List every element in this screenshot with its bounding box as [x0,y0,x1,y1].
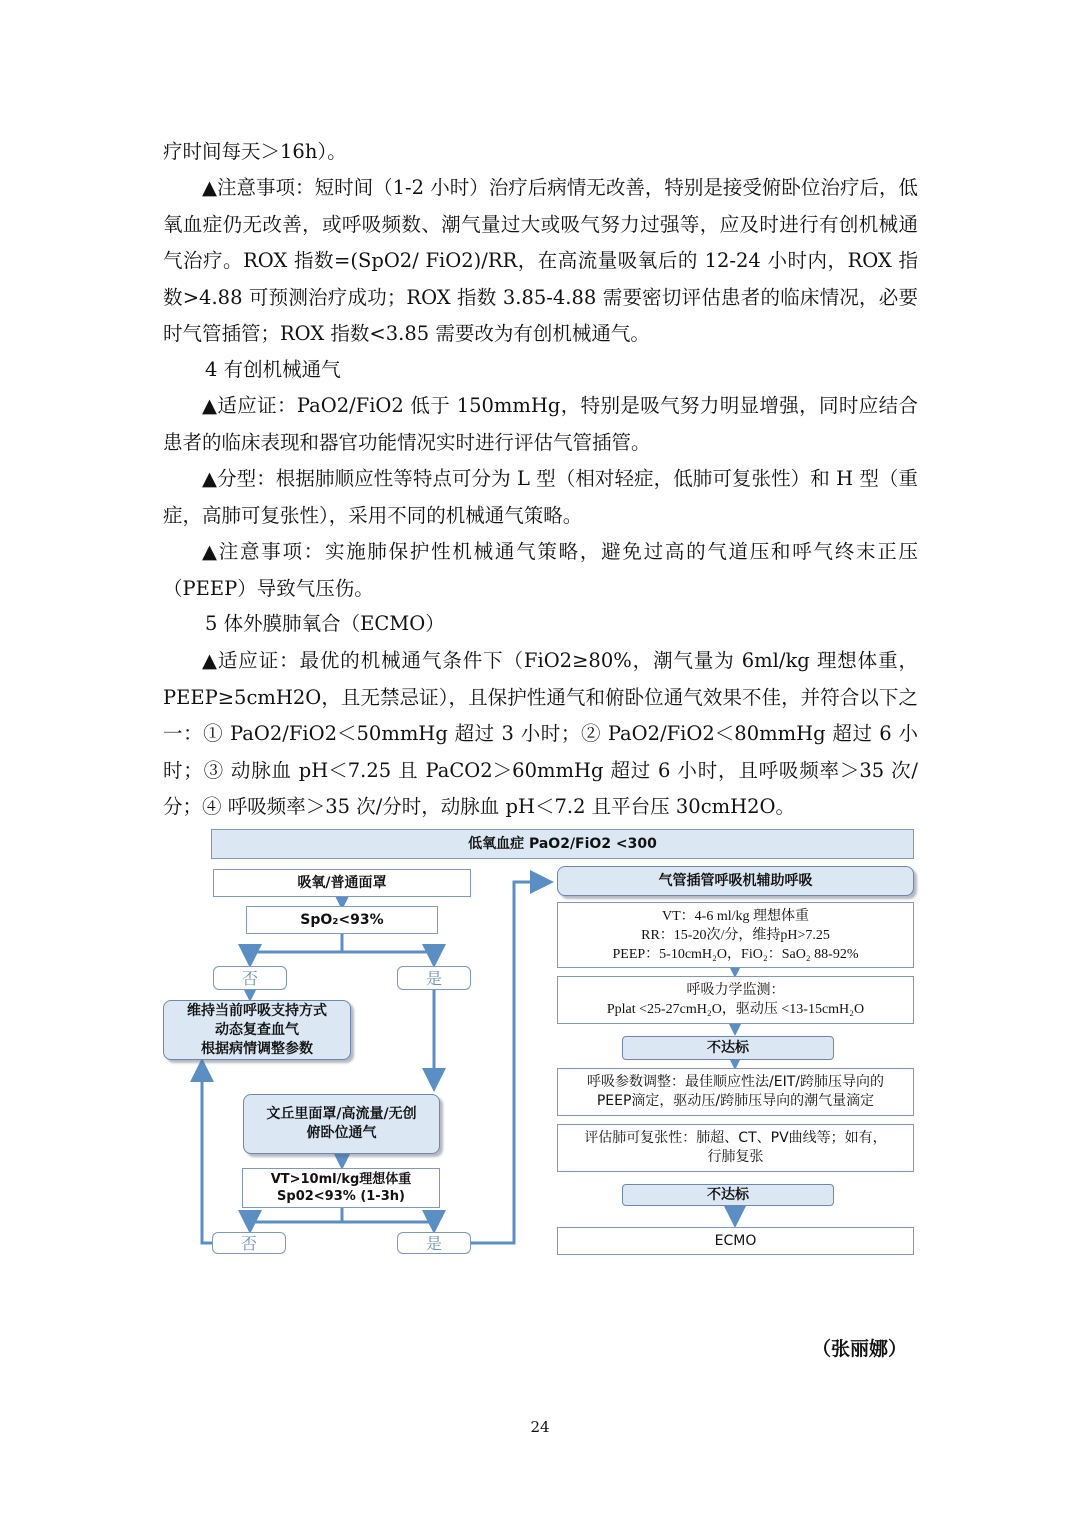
intubation-box: 气管插管呼吸机辅助呼吸 [557,866,914,896]
maintain-support-box [163,1000,351,1060]
paragraph-classification: ▲分型：根据肺顺应性等特点可分为 L 型（相对轻症，低肺可复张性）和 H 型（重症，高肺可复张性），采用不同的机械通气策略。 [163,467,918,527]
adjust-line-1: 呼吸参数调整：最佳顺应性法/EIT/跨肺压导向的 [587,1074,884,1090]
respiratory-mechanics-box [557,976,914,1024]
spo2-check-box: SpO₂<93% [246,906,438,934]
maintain-line-1: 维持当前呼吸支持方式 [187,1002,327,1019]
author-name: （张丽娜） [812,1338,908,1360]
adjust-line-2: PEEP滴定，驱动压/跨肺压导向的潮气量滴定 [596,1093,875,1109]
mechanics-title: 呼吸力学监测： [686,983,785,998]
ecmo-box: ECMO [557,1227,914,1255]
recruitability-assessment-box [557,1124,914,1172]
assess-line-2: 行肺复张 [707,1149,764,1165]
flowchart-title-box: 低氧血症 PaO2/FiO2 <300 [211,829,914,859]
no-box-1: 否 [213,966,287,990]
assess-line-1: 评估肺可复张性：肺超、CT、PV曲线等；如有， [584,1130,887,1146]
venturi-line-1: 文丘里面罩/高流量/无创 [266,1106,417,1122]
not-reached-box-1: 不达标 [622,1036,834,1060]
mechanics-values: Pplat <25-27cmH₂O，驱动压 <13-15cmH₂O [606,1002,865,1017]
oxygen-mask-box: 吸氧/普通面罩 [213,869,471,897]
section-heading-5: 5 体外膜肺氧合（ECMO） [205,612,445,635]
section-heading-4: 4 有创机械通气 [205,358,341,381]
parameter-adjustment-box [557,1068,914,1116]
yes-box-2: 是 [397,1232,471,1254]
no-box-2: 否 [212,1232,286,1254]
maintain-line-2: 动态复查血气 [215,1021,299,1038]
paragraph-precautions-mv: ▲注意事项：实施肺保护性机械通气策略，避免过高的气道压和呼气终末正压（PEEP）导致气压伤。 [163,540,918,600]
vt-check-line-1: VT>10ml/kg理想体重 [270,1172,412,1187]
vt-check-line-2: Sp02<93% (1-3h) [277,1189,405,1204]
paragraph-ecmo-indications: ▲适应证：最优的机械通气条件下（FiO2≥80%，潮气量为 6ml/kg 理想体重，PEEP≥5cmH2O，且无禁忌证），且保护性通气和俯卧位通气效果不佳，并符合以下之一：① PaO2/FiO2＜50mmHg 超过 3 小时；② PaO2/FiO2＜80mmHg 超过 6 小时；③ 动脉血 pH＜7.25 且 PaCO2＞60mmHg 超过 6 小时，且呼吸频率＞35 次/分；④ 呼吸频率＞35 次/分时，动脉血 pH＜7.2 且平台压 30cmH2O。 [163,649,918,818]
ventilator-settings-box [557,902,914,968]
settings-peep: PEEP：5-10cmH₂O，FiO₂：SaO₂ 88-92% [612,946,859,962]
settings-rr: RR：15-20次/分，维持pH>7.25 [641,927,830,943]
settings-vt: VT：4-6 ml/kg 理想体重 [662,908,809,924]
yes-box-1: 是 [397,966,471,990]
paragraph-indications: ▲适应证：PaO2/FiO2 低于 150mmHg，特别是吸气努力明显增强，同时应结合患者的临床表现和器官功能情况实时进行评估气管插管。 [163,394,918,454]
not-reached-box-2: 不达标 [622,1184,834,1206]
page-number: 24 [530,1418,550,1436]
maintain-line-3: 根据病情调整参数 [201,1040,313,1057]
vt-spo2-check-box [242,1168,440,1208]
paragraph-precautions-hfnc: ▲注意事项：短时间（1-2 小时）治疗后病情无改善，特别是接受俯卧位治疗后，低氧血症仍无改善，或呼吸频数、潮气量过大或吸气努力过强等，应及时进行有创机械通气治疗。ROX 指数=(SpO2/ FiO2)/RR，在高流量吸氧后的 12-24 小时内，ROX 指数>4.88 可预测治疗成功；ROX 指数 3.85-4.88 需要密切评估患者的临床情况，必要时气管插管；ROX 指数<3.85 需要改为有创机械通气。 [163,176,918,345]
venturi-line-2: 俯卧位通气 [306,1125,377,1141]
paragraph-continuation: 疗时间每天＞16h）。 [163,140,347,163]
venturi-hfnc-niv-box [243,1094,440,1154]
